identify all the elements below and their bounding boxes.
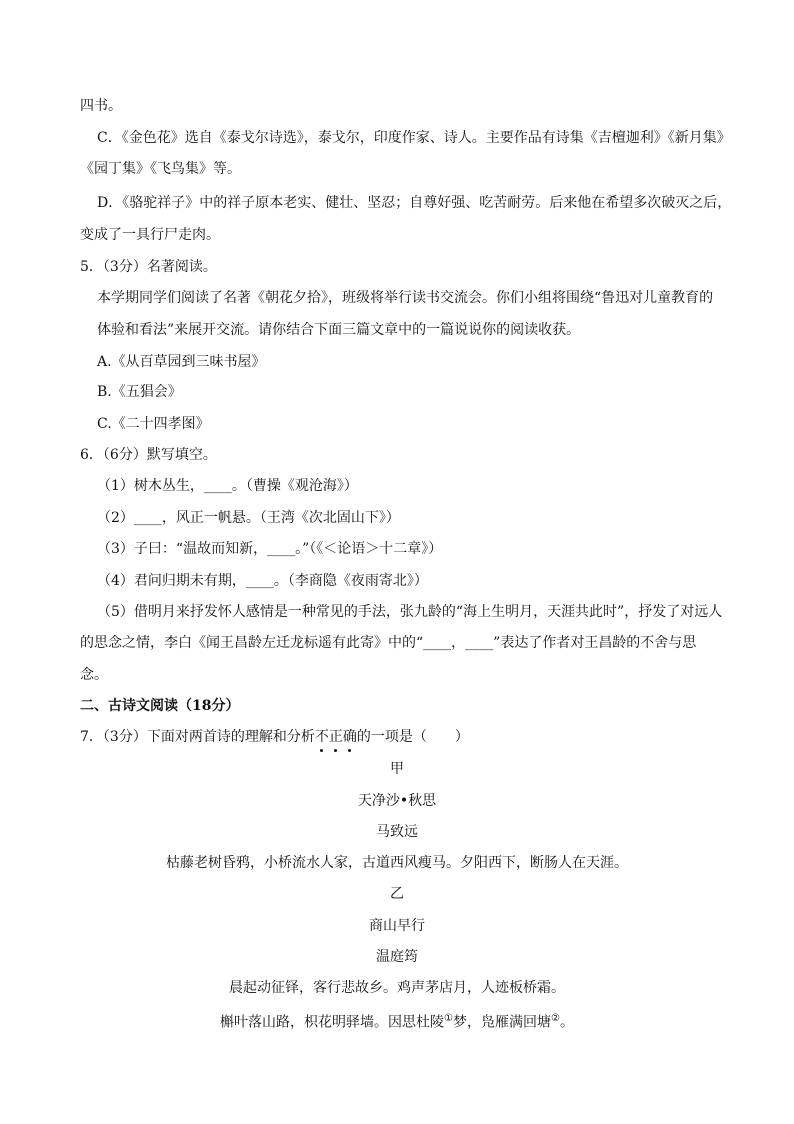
- q4-option-d-line1: D．《骆驼祥子》中的祥子原本老实、健壮、坚忍；自尊好强、吃苦耐劳。后来他在希望多次破灭之后，: [97, 195, 732, 211]
- q6-item-3: （3）子曰：“温故而知新，____。”（《＜论语＞十二章》）: [97, 541, 443, 557]
- poem2-marker: 乙: [390, 886, 404, 902]
- poem1-marker: 甲: [390, 761, 404, 777]
- q6-item-4: （4）君问归期未有期，____。（李商隐《夜雨寄北》）: [97, 573, 428, 589]
- q7-title-pre: 7．（3分）下面对两首诗的理解和分析: [80, 729, 315, 745]
- q4-option-c-line2: 《园丁集》《飞鸟集》等。: [80, 161, 241, 177]
- poem2-line2-part1: 槲叶落山路，枳花明驿墙。因思杜陵: [220, 1014, 445, 1031]
- poem2-line2-part3: 。: [559, 1014, 574, 1031]
- poem2-line2-part2: 梦，凫雁满回塘: [453, 1014, 551, 1031]
- poem2-line2: [0, 1009, 794, 1033]
- section-heading: 二、古诗文阅读（18分）: [80, 698, 240, 714]
- poem2-line1: 晨起动征铎，客行悲故乡。鸡声茅店月，人迹板桥霜。: [229, 980, 565, 996]
- q6-item-5-line3: 念。: [80, 667, 108, 683]
- q6-item-2: （2）____，风正一帆悬。（王湾《次北固山下》）: [97, 510, 400, 526]
- q7-title: [80, 727, 469, 747]
- emphasis-char: 不: [314, 729, 329, 745]
- q6-title: 6．（6分）默写填空。: [80, 447, 217, 463]
- q4-option-c-line1: C．《金色花》选自《泰戈尔诗选》，泰戈尔，印度作家、诗人。主要作品有诗集《吉檀迦利》《新月集》: [97, 130, 731, 146]
- footnote-marker-2: ②: [551, 1013, 560, 1024]
- q5-option-c: C.《二十四孝图》: [97, 416, 210, 432]
- q5-option-a: A.《从百草园到三味书屋》: [97, 354, 266, 370]
- footnote-marker-1: ①: [444, 1013, 453, 1024]
- q4-option-b-tail: 四书。: [80, 98, 122, 114]
- q6-item-1: （1）树木丛生，____。（曹操《观沧海》）: [97, 478, 358, 494]
- q6-item-5-line2: 的思念之情，李白《闻王昌龄左迁龙标遥有此寄》中的“____，____”表达了作者对王昌龄的不舍与思: [80, 635, 697, 651]
- poem1-author: 马致远: [376, 824, 418, 840]
- poem2-author: 温庭筠: [376, 949, 418, 965]
- poem1-title: 天净沙•秋思: [357, 793, 437, 809]
- q5-paragraph-line1: 本学期同学们阅读了名著《朝花夕拾》，班级将举行读书交流会。你们小组将围绕“鲁迅对儿童教育的: [97, 290, 714, 306]
- emphasis-char: 确: [342, 729, 357, 745]
- q5-paragraph-line2: 体验和看法”来展开交流。请你结合下面三篇文章中的一篇说说你的阅读收获。: [97, 322, 581, 338]
- q7-title-post: 的一项是（ ）: [356, 729, 469, 745]
- q5-title: 5．（3分）名著阅读。: [80, 259, 217, 275]
- q5-option-b: B.《五猖会》: [97, 384, 182, 400]
- q6-item-5-line1: （5）借明月来抒发怀人感情是一种常见的手法，张九龄的“海上生明月，天涯共此时”，抒发了对远人: [97, 604, 723, 620]
- q4-option-d-line2: 变成了一具行尸走肉。: [80, 227, 220, 243]
- poem1-body: 枯藤老树昏鸦，小桥流水人家，古道西风瘦马。夕阳西下，断肠人在天涯。: [166, 855, 628, 871]
- poem2-title: 商山早行: [369, 918, 425, 934]
- emphasis-char: 正: [328, 729, 343, 745]
